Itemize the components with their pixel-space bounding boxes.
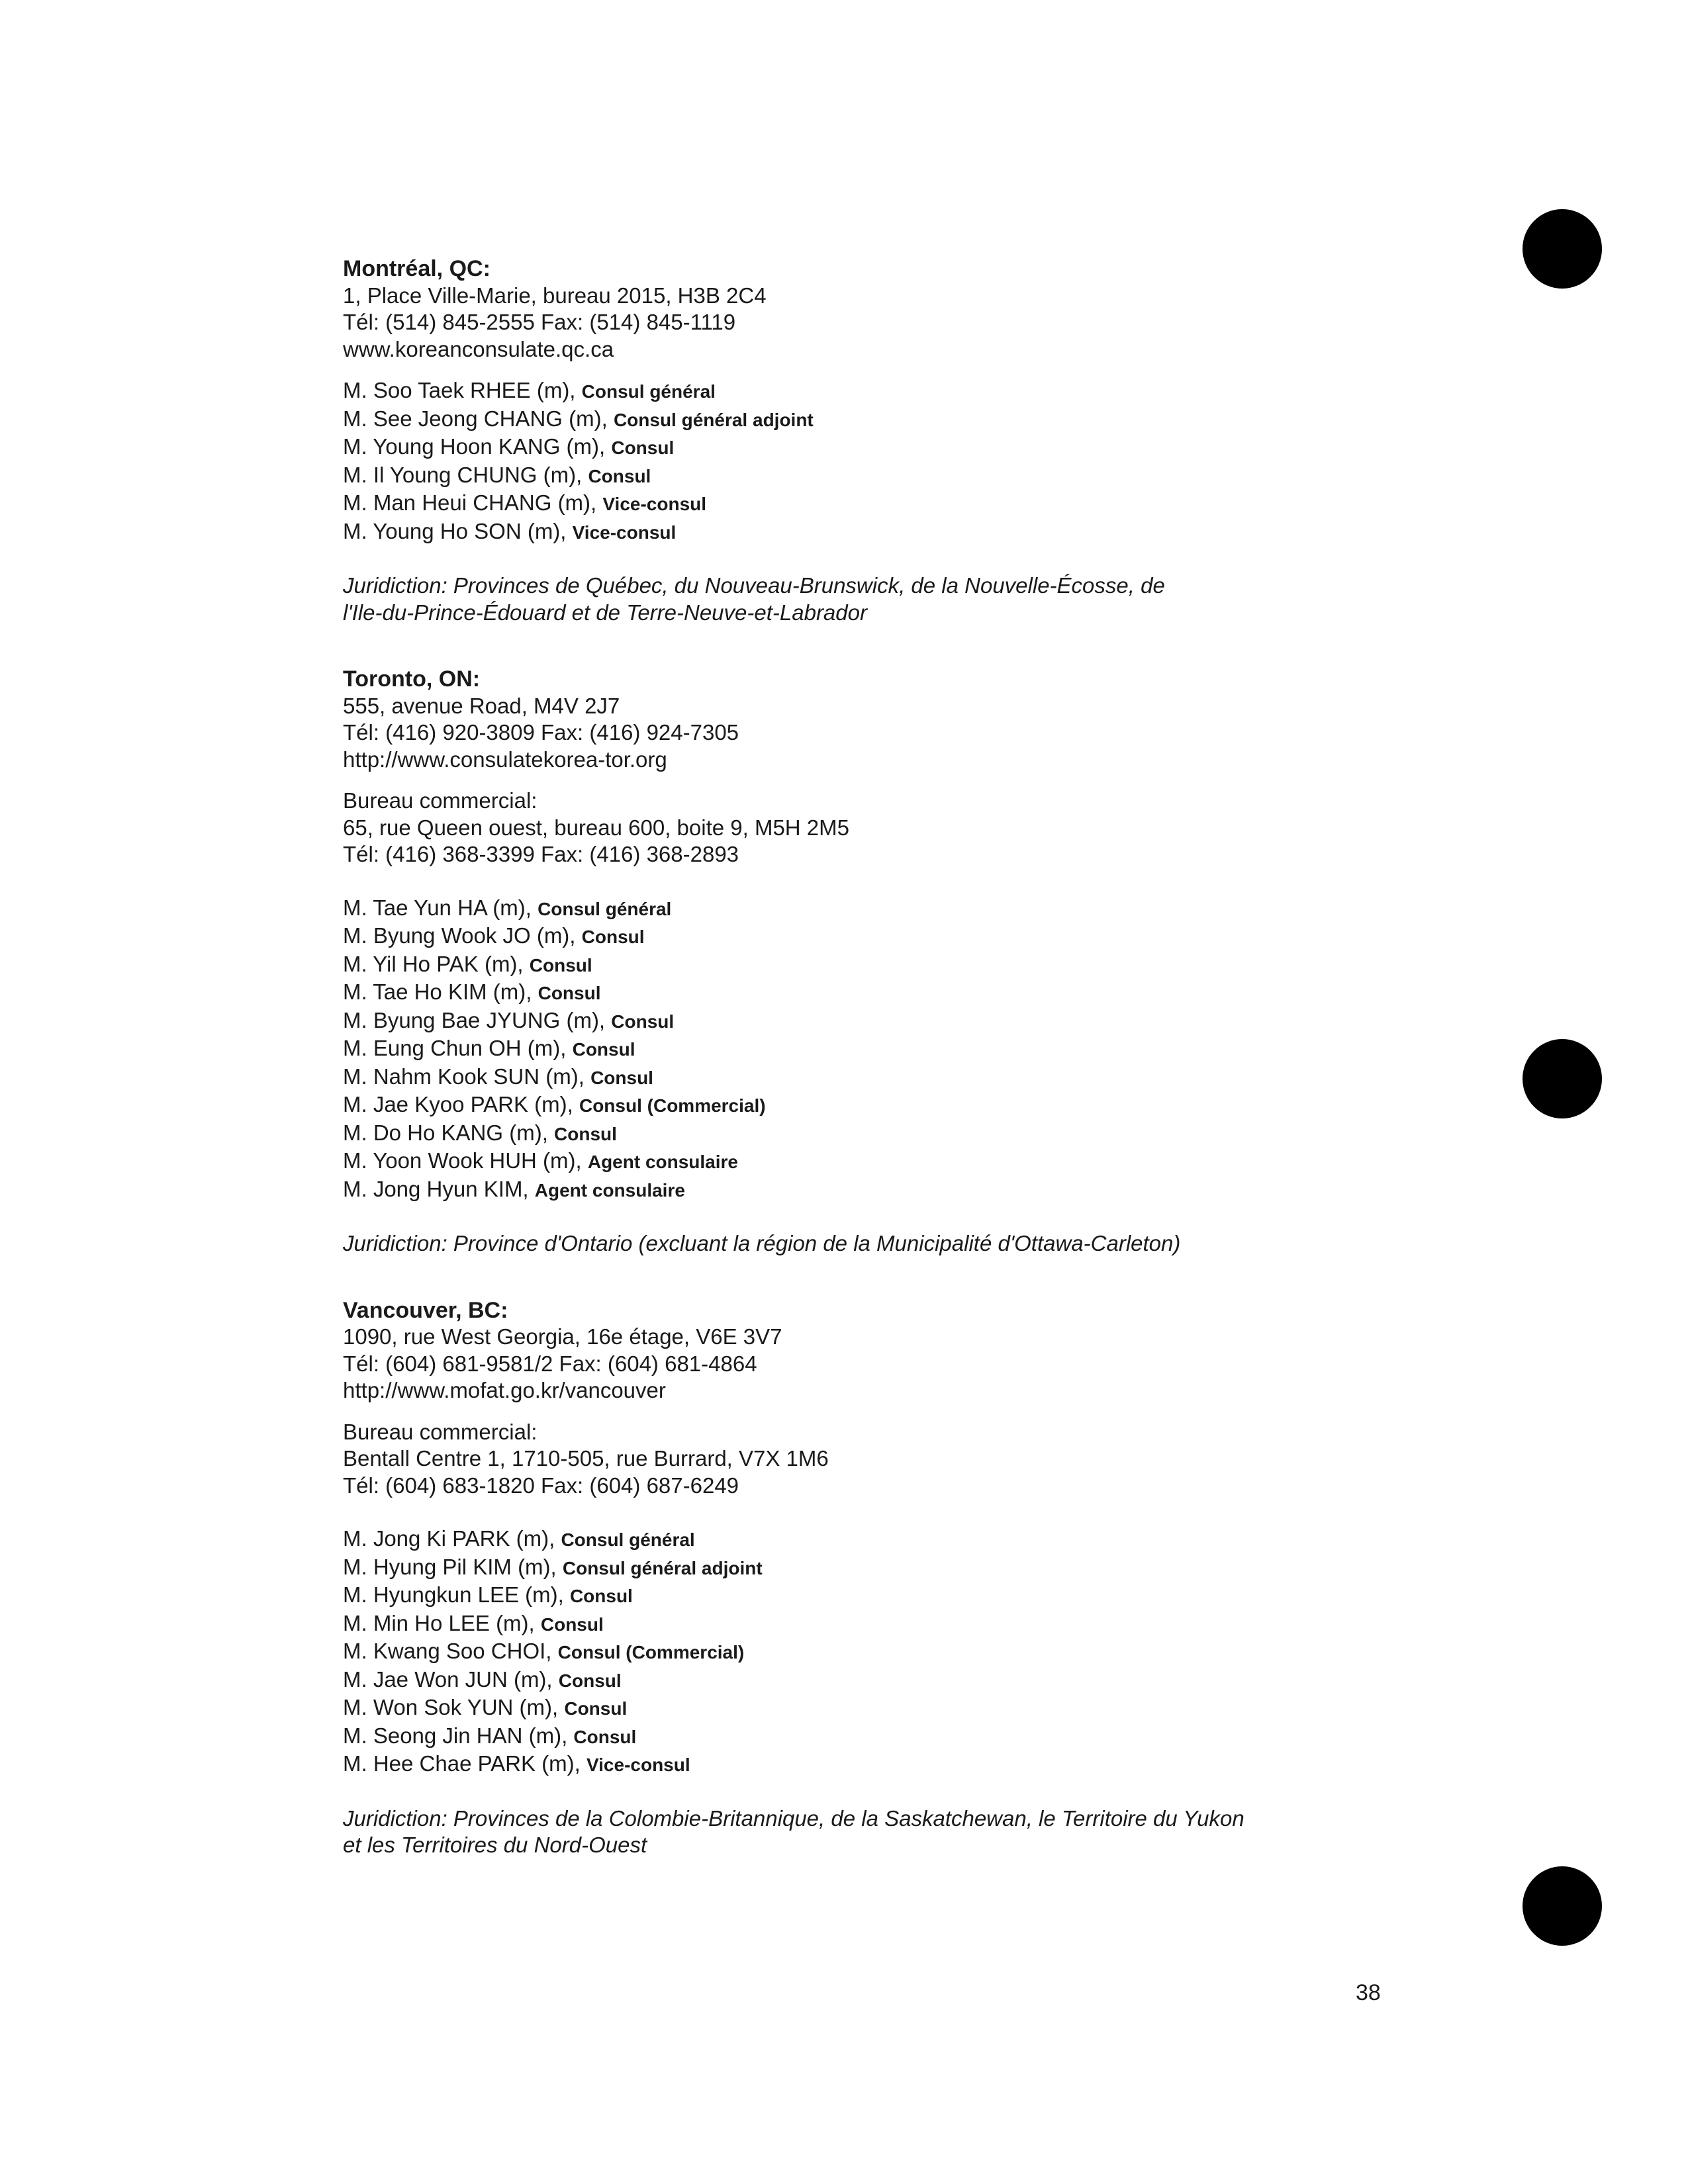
- address-line: 1, Place Ville-Marie, bureau 2015, H3B 2C4: [343, 283, 767, 308]
- staff-role: Consul: [558, 1670, 622, 1691]
- jurisdiction-note: [343, 1230, 1415, 1257]
- staff-role: Consul: [554, 1123, 617, 1144]
- staff-name: M. Yil Ho PAK (m),: [343, 951, 530, 976]
- staff-name: M. Byung Wook JO (m),: [343, 923, 582, 948]
- staff-name: M. Jong Ki PARK (m),: [343, 1526, 561, 1551]
- staff-entry: [343, 923, 1415, 951]
- commercial-heading: Bureau commercial:: [343, 788, 538, 813]
- staff-entry: [343, 1638, 1415, 1666]
- website-link[interactable]: www.koreanconsulate.qc.ca: [343, 336, 614, 361]
- jurisdiction-note: [343, 1805, 1415, 1859]
- staff-role: Consul: [611, 1011, 675, 1032]
- address-line: 555, avenue Road, M4V 2J7: [343, 693, 620, 718]
- staff-entry: [343, 1007, 1415, 1036]
- staff-name: M. Kwang Soo CHOI,: [343, 1639, 558, 1663]
- staff-entry: [343, 1694, 1415, 1723]
- staff-entry: [343, 490, 1415, 518]
- staff-name: M. Eung Chun OH (m),: [343, 1036, 573, 1060]
- staff-name: M. Nahm Kook SUN (m),: [343, 1064, 591, 1089]
- staff-entry: [343, 1064, 1415, 1092]
- staff-entry: [343, 1751, 1415, 1779]
- staff-role: Consul général adjoint: [562, 1557, 763, 1578]
- staff-role: Consul général: [581, 381, 716, 402]
- staff-name: M. Hee Chae PARK (m),: [343, 1751, 586, 1776]
- staff-role: Consul: [569, 1586, 633, 1606]
- staff-role: Agent consulaire: [534, 1179, 685, 1201]
- staff-name: M. See Jeong CHANG (m),: [343, 406, 614, 431]
- staff-entry: [343, 1035, 1415, 1064]
- staff-name: M. Tae Yun HA (m),: [343, 895, 538, 920]
- staff-entry: [343, 406, 1415, 434]
- staff-entry: [343, 895, 1415, 923]
- staff-role: Consul: [538, 983, 601, 1003]
- address-line: 1090, rue West Georgia, 16e étage, V6E 3V7: [343, 1324, 782, 1349]
- website-link[interactable]: http://www.mofat.go.kr/vancouver: [343, 1378, 666, 1402]
- staff-role: Consul (Commercial): [557, 1642, 745, 1662]
- consulates-list: [343, 255, 1415, 1859]
- staff-entry: [343, 518, 1415, 547]
- section-heading: Vancouver, BC:: [343, 1297, 508, 1323]
- staff-role: Consul général: [561, 1529, 695, 1550]
- staff-name: M. Byung Bae JYUNG (m),: [343, 1007, 612, 1032]
- staff-role: Consul (Commercial): [579, 1095, 766, 1116]
- staff-role: Consul: [588, 465, 651, 486]
- staff-name: M. Jae Won JUN (m),: [343, 1666, 559, 1692]
- staff-entry: [343, 462, 1415, 490]
- section-vancouver: [343, 1297, 1415, 1859]
- staff-entry: [343, 1610, 1415, 1639]
- staff-role: Vice-consul: [586, 1754, 690, 1775]
- punch-hole-middle: [1523, 1039, 1602, 1118]
- staff-name: M. Do Ho KANG (m),: [343, 1120, 555, 1145]
- section-heading: Toronto, ON:: [343, 666, 481, 692]
- staff-role: Consul: [611, 437, 675, 458]
- phone-line: Tél: (416) 920-3809 Fax: (416) 924-7305: [343, 720, 739, 745]
- commercial-phone: Tél: (416) 368-3399 Fax: (416) 368-2893: [343, 842, 739, 866]
- staff-name: M. Hyungkun LEE (m),: [343, 1582, 570, 1607]
- section-montreal: [343, 255, 1415, 626]
- staff-entry: [343, 951, 1415, 979]
- staff-name: M. Young Ho SON (m),: [343, 518, 573, 543]
- jurisdiction-line: Juridiction: Provinces de la Colombie-Britannique, de la Saskatchewan, le Territoire du Yukon: [343, 1805, 1244, 1831]
- staff-entry: [343, 1525, 1415, 1554]
- jurisdiction-line: Juridiction: Province d'Ontario (excluant la région de la Municipalité d'Ottawa-Carleton): [343, 1231, 1181, 1255]
- staff-role: Consul général: [538, 898, 672, 919]
- staff-role: Consul: [564, 1698, 628, 1719]
- staff-role: Vice-consul: [602, 494, 707, 514]
- section-toronto: [343, 666, 1415, 1257]
- commercial-address: Bentall Centre 1, 1710-505, rue Burrard, V7X 1M6: [343, 1446, 829, 1471]
- staff-name: M. Won Sok YUN (m),: [343, 1695, 565, 1719]
- section-heading: Montréal, QC:: [343, 256, 491, 281]
- staff-role: Consul: [540, 1614, 604, 1635]
- staff-entry: [343, 1148, 1415, 1176]
- staff-entry: [343, 1091, 1415, 1120]
- commercial-phone: Tél: (604) 683-1820 Fax: (604) 687-6249: [343, 1473, 739, 1498]
- staff-entry: [343, 1666, 1415, 1695]
- staff-entry: [343, 1582, 1415, 1610]
- staff-name: M. Hyung Pil KIM (m),: [343, 1554, 563, 1579]
- staff-role: Consul: [581, 927, 645, 947]
- commercial-heading: Bureau commercial:: [343, 1419, 538, 1444]
- staff-name: M. Young Hoon KANG (m),: [343, 434, 612, 459]
- staff-role: Consul: [573, 1726, 637, 1747]
- staff-entry: [343, 433, 1415, 462]
- phone-line: Tél: (604) 681-9581/2 Fax: (604) 681-4864: [343, 1351, 757, 1376]
- staff-name: M. Jong Hyun KIM,: [343, 1176, 535, 1201]
- punch-hole-top: [1523, 209, 1602, 289]
- jurisdiction-note: [343, 572, 1415, 626]
- website-link[interactable]: http://www.consulatekorea-tor.org: [343, 747, 667, 772]
- jurisdiction-line: et les Territoires du Nord-Ouest: [343, 1833, 647, 1857]
- staff-entry: [343, 1176, 1415, 1205]
- staff-entry: [343, 1120, 1415, 1148]
- staff-name: M. Jae Kyoo PARK (m),: [343, 1092, 579, 1116]
- staff-name: M. Man Heui CHANG (m),: [343, 490, 603, 515]
- staff-entry: [343, 1554, 1415, 1582]
- staff-entry: [343, 1723, 1415, 1751]
- punch-hole-bottom: [1523, 1866, 1602, 1946]
- commercial-address: 65, rue Queen ouest, bureau 600, boite 9, M5H 2M5: [343, 815, 849, 840]
- staff-role: Consul général adjoint: [613, 409, 814, 430]
- staff-role: Consul: [590, 1067, 653, 1088]
- staff-entry: [343, 377, 1415, 406]
- phone-line: Tél: (514) 845-2555 Fax: (514) 845-1119: [343, 310, 736, 334]
- staff-role: Vice-consul: [572, 522, 677, 543]
- staff-role: Agent consulaire: [587, 1152, 739, 1172]
- staff-role: Consul: [572, 1039, 635, 1060]
- staff-name: M. Soo Taek RHEE (m),: [343, 378, 582, 402]
- jurisdiction-line: Juridiction: Provinces de Québec, du Nouveau-Brunswick, de la Nouvelle-Écosse, de: [343, 573, 1165, 598]
- page-number: 38: [1356, 1980, 1381, 2005]
- staff-name: M. Min Ho LEE (m),: [343, 1610, 541, 1635]
- staff-role: Consul: [529, 954, 592, 976]
- staff-name: M. Tae Ho KIM (m),: [343, 979, 538, 1004]
- staff-name: M. Il Young CHUNG (m),: [343, 462, 588, 487]
- jurisdiction-line: l'Ile-du-Prince-Édouard et de Terre-Neuve-et-Labrador: [343, 600, 867, 625]
- staff-name: M. Seong Jin HAN (m),: [343, 1723, 574, 1748]
- staff-name: M. Yoon Wook HUH (m),: [343, 1148, 588, 1173]
- staff-entry: [343, 979, 1415, 1007]
